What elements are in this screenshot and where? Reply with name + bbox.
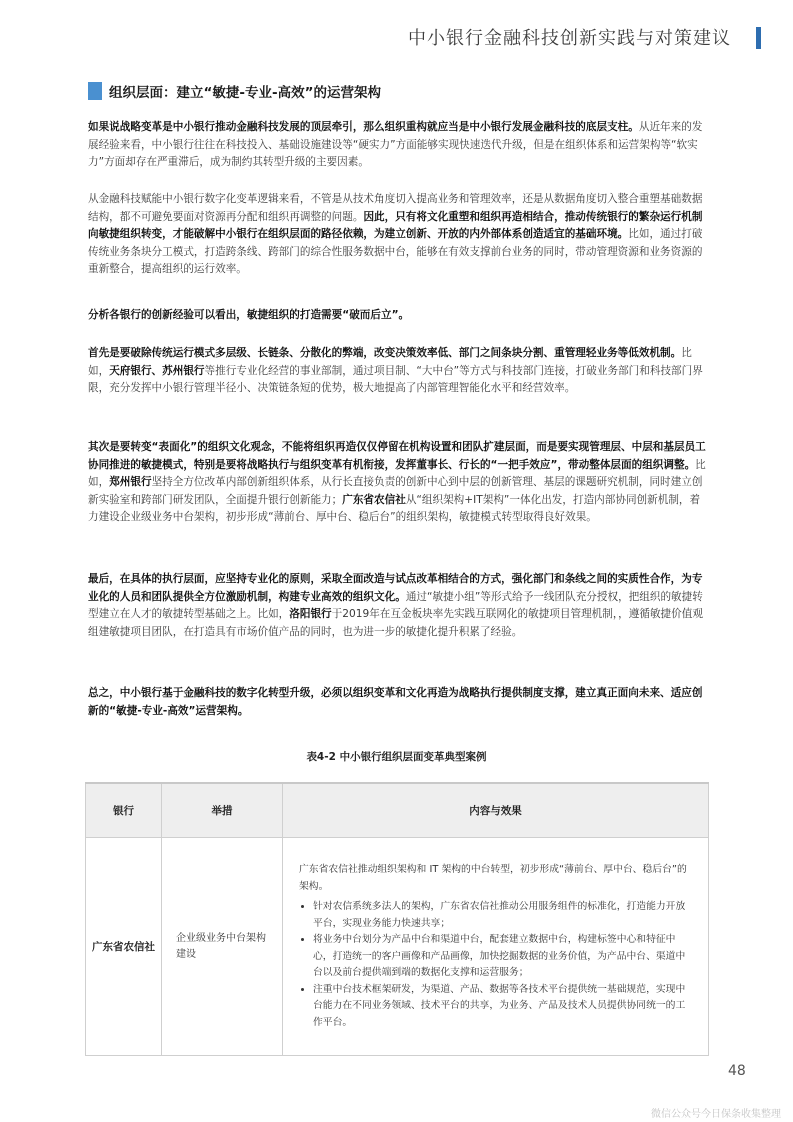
paragraph-2: [88, 191, 706, 279]
paragraph-text: 比如，: [88, 347, 692, 377]
section-heading: [88, 80, 381, 102]
paragraph-bold: 分析各银行的创新经验可以看出，敏捷组织的打造需要“破而后立”。: [88, 309, 410, 321]
section-heading-text: 组织层面：建立“敏捷-专业-高效”的运营架构: [109, 85, 381, 101]
paragraph-bold: 如果说战略变革是中小银行推动金融科技发展的顶层牵引，那么组织重构就应当是中小银行发展金融科技的底层支柱。: [88, 121, 639, 133]
paragraph-bold: 总之，中小银行基于金融科技的数字化转型升级，必须以组织变革和文化再造为战略执行提供制度支撑，建立真正面向未来、适应创新的“敏捷-专业-高效”运营架构。: [88, 687, 703, 717]
table-row: [86, 838, 709, 1056]
list-item: • 针对农信系统多法人的架构，广东省农信社推动公用服务组件的标准化，打造能力开放平台，实现业务能力快速共享；: [313, 899, 692, 932]
paragraph-4: [88, 345, 706, 398]
bank-name: 广东省农信社: [342, 493, 406, 506]
paragraph-3: [88, 307, 706, 325]
paragraph-bold: 首先是要破除传统运行模式多层级、长链条、分散化的弊端，改变决策效率低、部门之间条块分割、重管理轻业务等低效机制。: [88, 347, 682, 359]
heading-marker: [88, 82, 102, 100]
paragraph-text: 等推行专业化经营的事业部制，通过项目制、“大中台”等方式与科技部门连接，打破业务部门和科技部门界限，充分发挥中小银行管理半径小、决策链条短的优势，极大地提高了内部管理智能化水平和经营效率。: [88, 364, 703, 395]
paragraph-text: 通过“敏捷小组”等形式给予一线团队充分授权，把组织的敏捷转型建立在人才的敏捷转型基础之上。比如，: [88, 590, 703, 621]
case-table: [85, 782, 709, 1056]
header-measure: 举措: [162, 783, 283, 838]
content-cell: [283, 838, 709, 1056]
list-item: • 将业务中台划分为产品中台和渠道中台，配套建立数据中台，构建标签中心和特征中心，打造统一的客户画像和产品画像，加快挖掘数据的业务价值，为产品中台、渠道中台以及前台提供端到端的数据化支撑和运营服务；: [313, 932, 692, 982]
paragraph-6: [88, 571, 706, 641]
watermark: 微信公众号今日保条收集整理: [651, 1109, 781, 1120]
header-content: 内容与效果: [283, 783, 709, 838]
paragraph-7: [88, 685, 706, 720]
content-bullet-list: [299, 899, 692, 1031]
bank-name: 洛阳银行: [289, 608, 332, 621]
report-title: 中小银行金融科技创新实践与对策建议: [408, 28, 731, 49]
paragraph-text: 比如，通过打破传统业务条块分工模式，打造跨条线、跨部门的综合性服务数据中台，能够在有效支撑前台业务的同时，带动管理资源和业务资源的重新整合，提高组织的运行效率。: [88, 228, 703, 276]
paragraph-text: 从金融科技赋能中小银行数字化变革逻辑来看，不管是从技术角度切入提高业务和管理效率，还是从数据角度切入整合重塑基础数据结构，都不可避免要面对资源再分配和组织再调整的问题。: [88, 193, 703, 223]
paragraph-text: 从“组织架构+IT架构”一体化出发，打造内部协同创新机制，着力建设企业级业务中台架构，初步形成“薄前台、厚中台、稳后台”的组织架构，敏捷模式转型取得良好效果。: [88, 493, 701, 524]
page-number: 48: [728, 1063, 746, 1079]
bank-cell: 广东省农信社: [86, 838, 162, 1056]
measure-cell: 企业级业务中台架构建设: [162, 838, 283, 1056]
paragraph-5: [88, 439, 706, 527]
bank-name: 郑州银行: [109, 476, 152, 489]
table-header-row: [86, 783, 709, 838]
paragraph-1: [88, 119, 706, 172]
paragraph-text: 坚持全方位改革内部创新组织体系，从行长直接负责的创新中心到中层的创新管理、基层的课题研究机制，同时建立创新实验室和跨部门研发团队，全面提升银行创新能力；: [88, 476, 703, 506]
header-accent-bar: [756, 27, 761, 49]
content-intro: 广东省农信社推动组织架构和 IT 架构的中台转型，初步形成“薄前台、厚中台、稳后台”的架构。: [299, 864, 687, 892]
paragraph-bold: 最后，在具体的执行层面，应坚持专业化的原则，采取全面改造与试点改革相结合的方式，强化部门和条线之间的实质性合作，为专业化的人员和团队提供全方位激励机制，构建专业高效的组织文化。: [88, 573, 703, 603]
bank-name: 天府银行、苏州银行: [109, 364, 205, 377]
paragraph-text: 从近年来的发展经验来看，中小银行往往在科技投入、基础设施建设等“硬实力”方面能够实现快速迭代升级，但是在组织体系和运营架构等“软实力”方面却存在严重滞后，成为制约其转型升级的主要因素。: [88, 121, 703, 169]
paragraph-text: 比如，: [88, 458, 706, 489]
list-item: • 注重中台技术框架研发，为渠道、产品、数据等各技术平台提供统一基础规范，实现中台能力在不同业务领域、技术平台的共享，为业务、产品及技术人员提供协同统一的工作平台。: [313, 982, 692, 1032]
paragraph-text: 于2019年在互金板块率先实践互联网化的敏捷项目管理机制，，遵循敏捷价值观组建敏捷项目团队，在打造具有市场价值产品的同时，也为进一步的敏捷化提升积累了经验。: [88, 608, 703, 638]
paragraph-bold: 因此，只有将文化重塑和组织再造相结合，推动传统银行的繁杂运行机制向敏捷组织转变，才能破解中小银行在组织层面的路径依赖，为建立创新、开放的内外部体系创造适宜的基础环境。: [88, 210, 703, 241]
table-caption: 表4-2 中小银行组织层面变革典型案例: [306, 751, 487, 763]
paragraph-bold: 其次是要转变“表面化”的组织文化观念，不能将组织再造仅仅停留在机构设置和团队扩建层面，而是要实现管理层、中层和基层员工协同推进的敏捷模式，特别是要将战略执行与组织变革有机衔接，发挥董事长、行长的“一把手效应”，带动整体层面的组织调整。: [88, 441, 706, 471]
header-bank: 银行: [86, 783, 162, 838]
